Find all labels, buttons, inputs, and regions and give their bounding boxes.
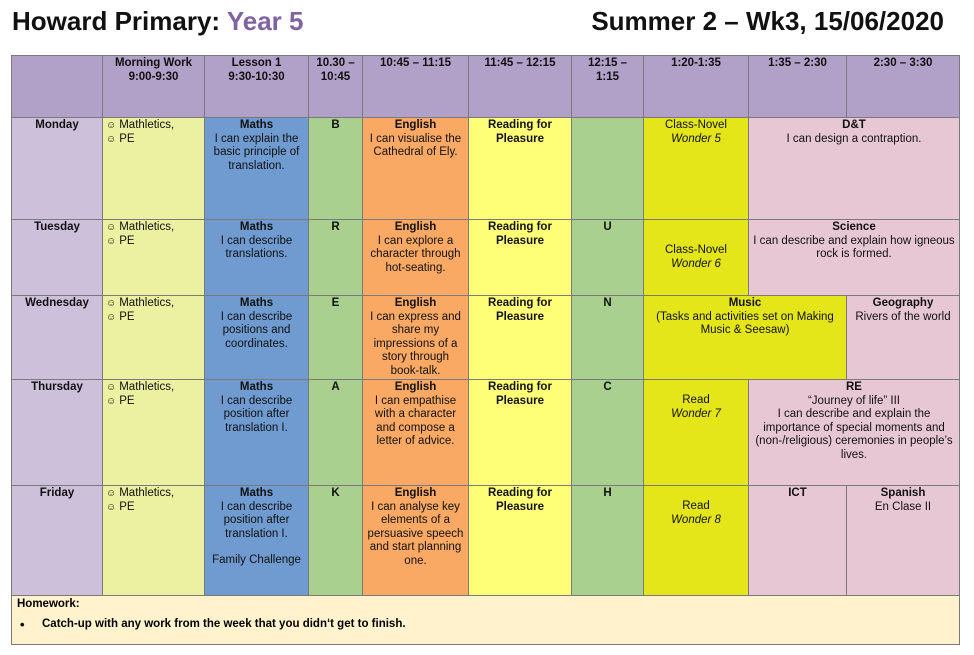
class-novel-cell: Class-Novel Wonder 6 (644, 220, 749, 296)
morning-work-cell: ☺ Mathletics, ☺ PE (103, 118, 205, 220)
spanish-cell: Spanish En Clase II (847, 486, 960, 598)
bullet-icon: • (20, 617, 25, 632)
reading-cell: Reading for Pleasure (469, 486, 572, 598)
smiley-icon: ☺ (106, 395, 117, 407)
english-cell: English I can empathise with a character and compose a letter of advice. (363, 380, 469, 486)
lunch-cell: U (572, 220, 644, 296)
smiley-icon: ☺ (106, 120, 117, 131)
maths-cell: Maths I can describe position after translation I. Family Challenge (205, 486, 309, 598)
row-thursday (12, 380, 960, 486)
maths-cell: Maths I can explain the basic principle of translation. (205, 118, 309, 220)
reading-cell: Reading for Pleasure (469, 220, 572, 296)
school-name: Howard Primary: (12, 6, 221, 36)
geography-cell: Geography Rivers of the world (847, 296, 960, 380)
row-tuesday (12, 220, 960, 296)
lunch-cell: H (572, 486, 644, 598)
day-label: Wednesday (12, 296, 103, 380)
timetable (11, 55, 960, 598)
morning-work-cell: ☺ Mathletics, ☺ PE (103, 296, 205, 380)
col-break: 10.30 – 10:45 (309, 56, 363, 118)
day-label: Monday (12, 118, 103, 220)
reading-cell: Reading for Pleasure (469, 296, 572, 380)
morning-work-cell: ☺ Mathletics, ☺ PE (103, 486, 205, 598)
homework-item: • Catch-up with any work from the week that you didn‘t get to finish. (20, 617, 406, 632)
smiley-icon: ☺ (106, 501, 117, 513)
dt-cell: D&T I can design a contraption. (749, 118, 960, 220)
row-monday (12, 118, 960, 220)
class-novel-cell: Class-Novel Wonder 5 (644, 118, 749, 220)
smiley-icon: ☺ (106, 311, 117, 323)
smiley-icon: ☺ (106, 133, 117, 145)
homework-box (11, 595, 960, 645)
maths-cell: Maths I can describe position after translation I. (205, 380, 309, 486)
header-row (12, 56, 960, 118)
corner-cell (12, 56, 103, 118)
row-wednesday (12, 296, 960, 380)
music-cell: Music (Tasks and activities set on Making Music & Seesaw) (644, 296, 847, 380)
row-friday (12, 486, 960, 598)
page-title (12, 6, 303, 37)
break-cell: B (309, 118, 363, 220)
morning-work-cell: ☺ Mathletics, ☺ PE (103, 380, 205, 486)
morning-work-cell: ☺ Mathletics, ☺ PE (103, 220, 205, 296)
smiley-icon: ☺ (106, 298, 117, 309)
day-label: Friday (12, 486, 103, 598)
col-morning-work: Morning Work 9:00-9:30 (103, 56, 205, 118)
smiley-icon: ☺ (106, 235, 117, 247)
col-slot2: 10:45 – 11:15 (363, 56, 469, 118)
col-lesson1: Lesson 1 9:30-10:30 (205, 56, 309, 118)
break-cell: E (309, 296, 363, 380)
english-cell: English I can analyse key elements of a persuasive speech and start planning one. (363, 486, 469, 598)
science-cell: Science I can describe and explain how igneous rock is formed. (749, 220, 960, 296)
reading-cell: Reading for Pleasure (469, 380, 572, 486)
english-cell: English I can express and share my impressions of a story through book-talk. (363, 296, 469, 380)
english-cell: English I can visualise the Cathedral of Ely. (363, 118, 469, 220)
read-cell: Read Wonder 7 (644, 380, 749, 486)
day-label: Thursday (12, 380, 103, 486)
maths-cell: Maths I can describe translations. (205, 220, 309, 296)
break-cell: A (309, 380, 363, 486)
col-slot4: 1:20-1:35 (644, 56, 749, 118)
week-title: Summer 2 – Wk3, 15/06/2020 (591, 6, 944, 36)
lunch-cell (572, 118, 644, 220)
break-cell: R (309, 220, 363, 296)
day-label: Tuesday (12, 220, 103, 296)
year-label: Year 5 (226, 6, 304, 36)
smiley-icon: ☺ (106, 488, 117, 499)
break-cell: K (309, 486, 363, 598)
lunch-cell: C (572, 380, 644, 486)
reading-cell: Reading for Pleasure (469, 118, 572, 220)
maths-cell: Maths I can describe positions and coordinates. (205, 296, 309, 380)
col-lunch: 12:15 – 1:15 (572, 56, 644, 118)
english-cell: English I can explore a character through hot-seating. (363, 220, 469, 296)
col-slot6: 2:30 – 3:30 (847, 56, 960, 118)
smiley-icon: ☺ (106, 382, 117, 393)
col-slot3: 11:45 – 12:15 (469, 56, 572, 118)
read-cell: Read Wonder 8 (644, 486, 749, 598)
re-cell: RE “Journey of life” III I can describe and explain the importance of special moments and (non-/religious) ceremonies in people’s lives. (749, 380, 960, 486)
col-slot5: 1:35 – 2:30 (749, 56, 847, 118)
smiley-icon: ☺ (106, 222, 117, 233)
lunch-cell: N (572, 296, 644, 380)
ict-cell: ICT (749, 486, 847, 598)
homework-title: Homework: (17, 598, 80, 610)
